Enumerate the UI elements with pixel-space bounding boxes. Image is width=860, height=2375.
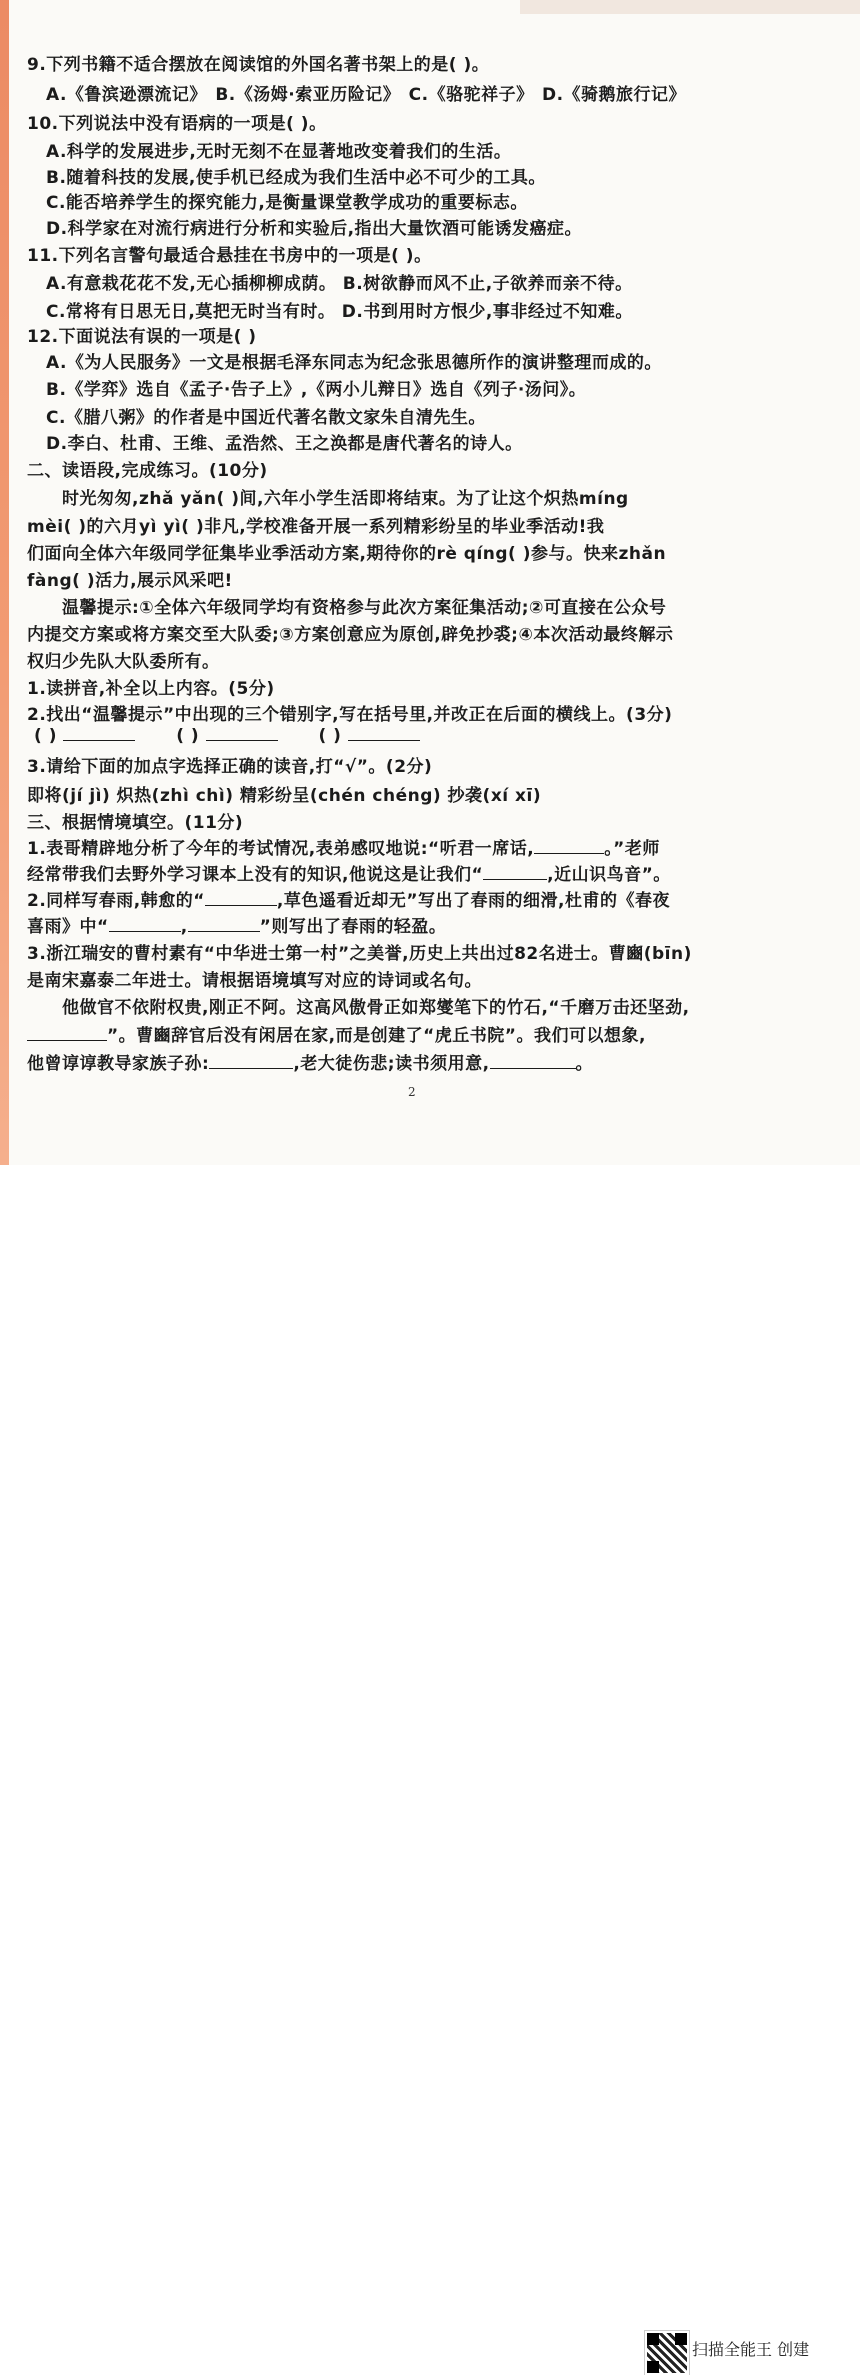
typo-fix-blank-2[interactable] bbox=[206, 726, 278, 741]
typo-paren-2: ( ) bbox=[176, 726, 200, 746]
question-10: 10.下列说法中没有语病的一项是( )。 bbox=[27, 114, 327, 134]
fill-3-3-line-5: 他曾谆谆教导家族子孙: ,老大徒伤悲;读书须用意, 。 bbox=[27, 1054, 594, 1074]
passage-line-1: 时光匆匆,zhǎ yǎn( )间,六年小学生活即将结束。为了让这个炽热míng bbox=[62, 489, 629, 509]
page-edge-strip bbox=[0, 0, 9, 1165]
section-3-heading: 三、根据情境填空。(11分) bbox=[27, 813, 244, 833]
scanner-watermark: 扫描全能王 创建 bbox=[692, 2340, 810, 2359]
question-10-option-d: D.科学家在对流行病进行分析和实验后,指出大量饮酒可能诱发癌症。 bbox=[46, 219, 583, 239]
passage-line-4: fàng( )活力,展示风采吧! bbox=[27, 571, 233, 591]
section-2-heading: 二、读语段,完成练习。(10分) bbox=[27, 461, 268, 481]
typo-paren-3: ( ) bbox=[318, 726, 342, 746]
fill-3-3-line-4: ”。曹豳辞官后没有闲居在家,而是创建了“虎丘书院”。我们可以想象, bbox=[27, 1021, 646, 1046]
qr-code-icon bbox=[645, 2331, 689, 2375]
question-11: 11.下列名言警句最适合悬挂在书房中的一项是( )。 bbox=[27, 246, 432, 266]
fill-3-2-line-1: 2.同样写春雨,韩愈的“ ,草色遥看近却无”写出了春雨的细滑,杜甫的《春夜 bbox=[27, 891, 671, 911]
question-12-option-b: B.《学弈》选自《孟子·告子上》,《两小儿辩日》选自《列子·汤问》。 bbox=[46, 380, 587, 400]
scanned-page bbox=[0, 0, 860, 1165]
question-9: 9.下列书籍不适合摆放在阅读馆的外国名著书架上的是( )。 bbox=[27, 55, 490, 75]
fill-blank-3-2c[interactable] bbox=[188, 917, 260, 932]
fill-3-1-line-2: 经常带我们去野外学习课本上没有的知识,他说这是让我们“ ,近山识鸟音”。 bbox=[27, 865, 671, 885]
exercise-2-2: 2.找出“温馨提示”中出现的三个错别字,写在括号里,并改正在后面的横线上。(3分) bbox=[27, 705, 673, 725]
passage-line-2: mèi( )的六月yì yì( )非凡,学校准备开展一系列精彩纷呈的毕业季活动!我 bbox=[27, 517, 605, 537]
pronunciation-choices: 即将(jí jì) 炽热(zhì chì) 精彩纷呈(chén chéng) 抄袭(xí xī) bbox=[27, 786, 542, 806]
typo-fix-blank-1[interactable] bbox=[63, 726, 135, 741]
fill-blank-3-3a[interactable] bbox=[27, 1026, 107, 1041]
question-12-option-a: A.《为人民服务》一文是根据毛泽东同志为纪念张思德所作的演讲整理而成的。 bbox=[46, 353, 662, 373]
tips-line-1: 温馨提示:①全体六年级同学均有资格参与此次方案征集活动;②可直接在公众号 bbox=[62, 598, 667, 618]
typo-answer-row bbox=[34, 726, 420, 746]
question-10-option-c: C.能否培养学生的探究能力,是衡量课堂教学成功的重要标志。 bbox=[46, 193, 528, 213]
question-12-option-c: C.《腊八粥》的作者是中国近代著名散文家朱自清先生。 bbox=[46, 408, 486, 428]
fill-blank-3-1b[interactable] bbox=[483, 865, 547, 880]
exercise-2-3: 3.请给下面的加点字选择正确的读音,打“√”。(2分) bbox=[27, 757, 433, 777]
fill-3-3-line-1: 3.浙江瑞安的曹村素有“中华进士第一村”之美誉,历史上共出过82名进士。曹豳(bīn) bbox=[27, 944, 692, 964]
typo-fix-blank-3[interactable] bbox=[348, 726, 420, 741]
typo-paren-1: ( ) bbox=[34, 726, 57, 746]
fill-blank-3-2b[interactable] bbox=[109, 917, 181, 932]
fill-3-1-line-1: 1.表哥精辟地分析了今年的考试情况,表弟感叹地说:“听君一席话, 。”老师 bbox=[27, 839, 660, 859]
question-10-option-b: B.随着科技的发展,使手机已经成为我们生活中必不可少的工具。 bbox=[46, 168, 546, 188]
tips-line-2: 内提交方案或将方案交至大队委;③方案创意应为原创,辟免抄裘;④本次活动最终解示 bbox=[27, 625, 674, 645]
question-12: 12.下面说法有误的一项是( ) bbox=[27, 327, 257, 347]
page-top-edge bbox=[520, 0, 860, 14]
fill-3-2-line-2: 喜雨》中“ , ”则写出了春雨的轻盈。 bbox=[27, 917, 447, 937]
passage-line-3: 们面向全体六年级同学征集毕业季活动方案,期待你的rè qíng( )参与。快来zhǎn bbox=[27, 544, 667, 564]
question-11-options-cd: C.常将有日思无日,莫把无时当有时。 D.书到用时方恨少,事非经过不知难。 bbox=[46, 302, 633, 322]
fill-blank-3-3b[interactable] bbox=[209, 1054, 293, 1069]
scanner-footer bbox=[0, 1165, 860, 2359]
page-number: 2 bbox=[408, 1085, 416, 1099]
fill-blank-3-2a[interactable] bbox=[205, 891, 277, 906]
tips-line-3: 权归少先队大队委所有。 bbox=[27, 652, 220, 672]
question-12-option-d: D.李白、杜甫、王维、孟浩然、王之涣都是唐代著名的诗人。 bbox=[46, 434, 523, 454]
fill-blank-3-1a[interactable] bbox=[534, 839, 604, 854]
fill-3-3-line-3: 他做官不依附权贵,刚正不阿。这高风傲骨正如郑燮笔下的竹石,“千磨万击还坚劲, bbox=[62, 998, 690, 1018]
fill-3-3-line-2: 是南宋嘉泰二年进士。请根据语境填写对应的诗词或名句。 bbox=[27, 971, 482, 991]
question-11-options-ab: A.有意栽花花不发,无心插柳柳成荫。 B.树欲静而风不止,子欲养而亲不待。 bbox=[46, 274, 633, 294]
question-9-options: A.《鲁滨逊漂流记》 B.《汤姆·索亚历险记》 C.《骆驼祥子》 D.《骑鹅旅行记》 bbox=[46, 85, 687, 105]
question-10-option-a: A.科学的发展进步,无时无刻不在显著地改变着我们的生活。 bbox=[46, 142, 512, 162]
fill-blank-3-3c[interactable] bbox=[490, 1054, 576, 1069]
exercise-2-1: 1.读拼音,补全以上内容。(5分) bbox=[27, 679, 275, 699]
